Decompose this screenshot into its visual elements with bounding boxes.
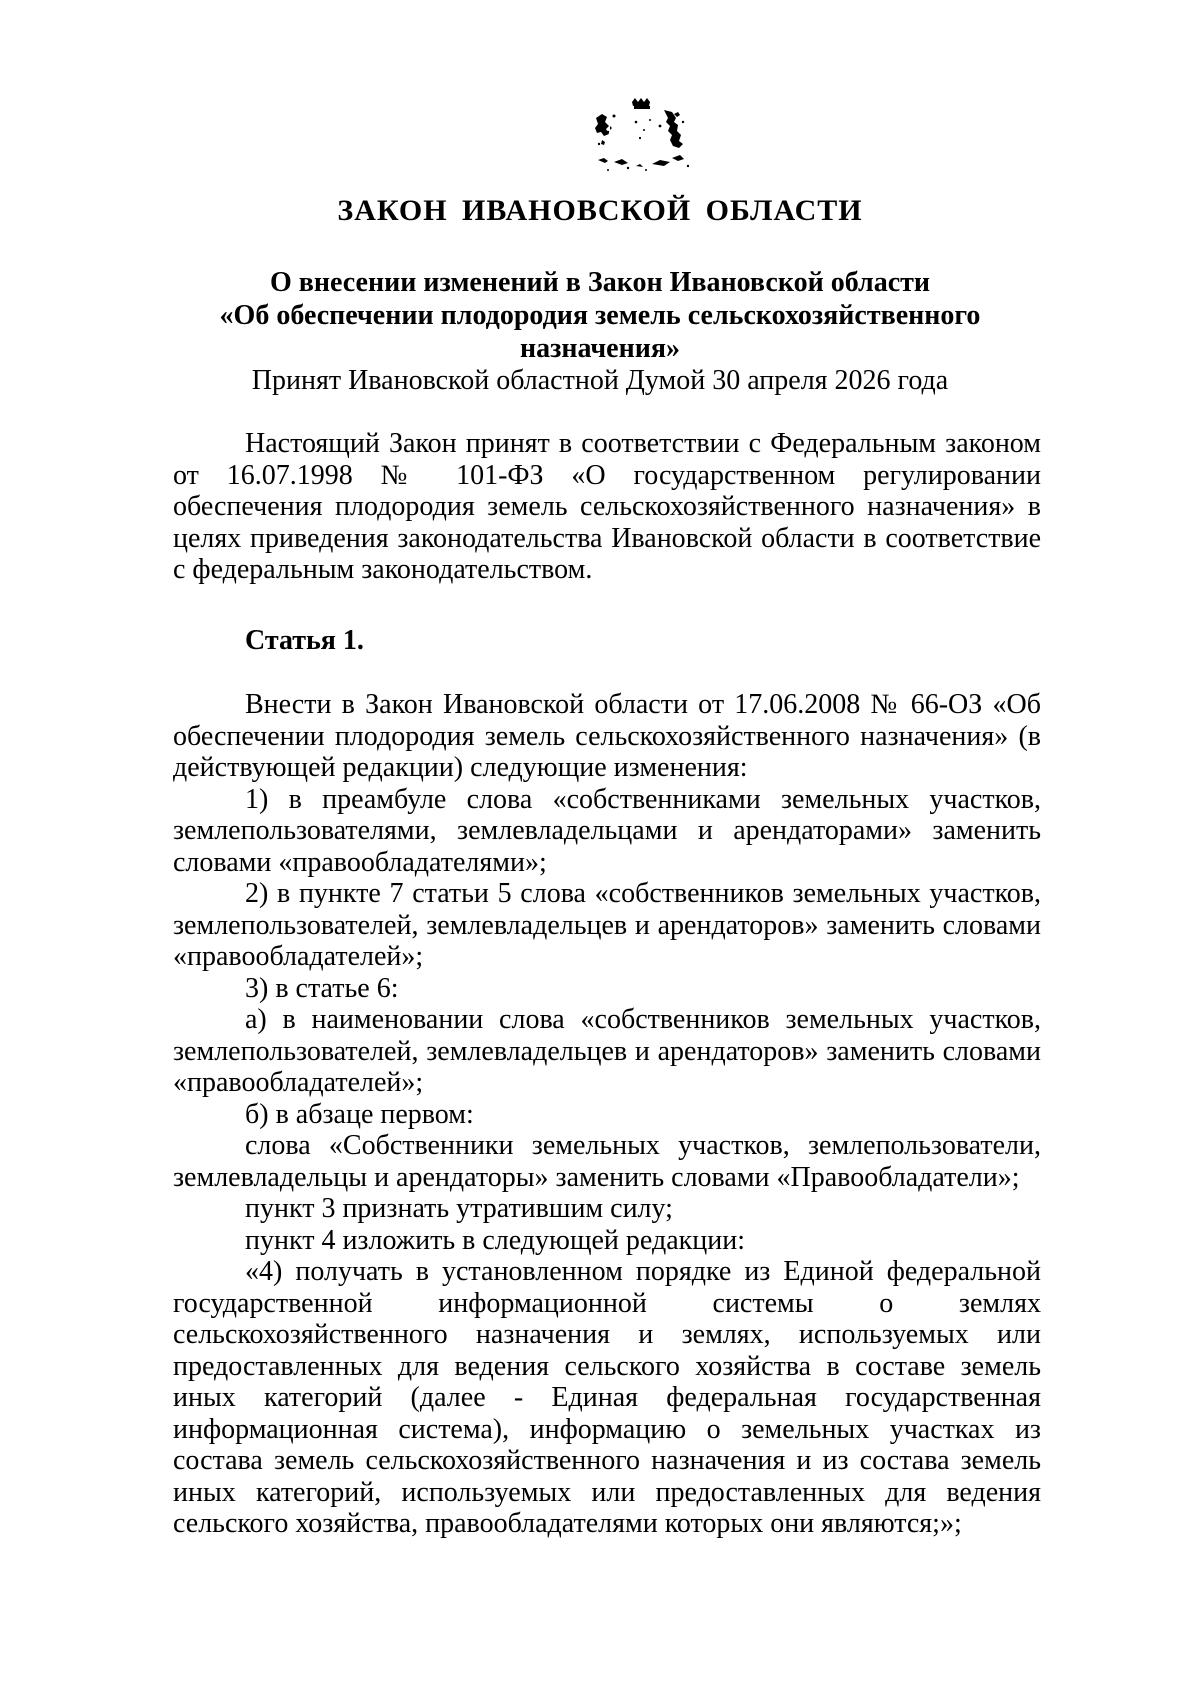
paragraph: 1) в преамбуле слова «собственниками земельных участков, землепользователями, землевладельцами и арендаторами» заменить словами «правообладателями»; <box>173 783 1041 878</box>
paragraph: пункт 3 признать утратившим силу; <box>245 1193 673 1224</box>
subtitle-line: О внесении изменений в Закон Ивановской области <box>269 267 931 298</box>
article-heading: Статья 1. <box>245 625 364 656</box>
law-title: ЗАКОН ИВАНОВСКОЙ ОБЛАСТИ <box>337 194 863 227</box>
paragraph: 2) в пункте 7 статьи 5 слова «собственников земельных участков, землепользователей, землевладельцев и арендаторов» заменить словами «правообладателей»; <box>173 878 1041 972</box>
paragraph: пункт 4 изложить в следующей редакции: <box>245 1224 745 1256</box>
coat-of-arms-emblem <box>588 96 700 180</box>
preamble-paragraph: Настоящий Закон принят в соответствии с Федеральным законом от 16.07.1998 № 101-ФЗ «О государственном регулировании обеспечения плодородия земель сельскохозяйственного назначения» в целях приведения законодательства Ивановской области в соответствие с федеральным законодательством. <box>173 428 1041 585</box>
preamble <box>173 428 1041 586</box>
law-subtitle <box>160 266 1040 365</box>
paragraph: «4) получать в установленном порядке из Единой федеральной государственной информационной системы о землях сельскохозяйственного назначения и землях, используемых или предоставленных для ведения сельского хозяйства в составе земель иных категорий (далее - Единая федеральная государственная информационная система), информацию о земельных участках из состава земель сельскохозяйственного назначения и из состава земель иных категорий, используемых или предоставленных для ведения сельского хозяйства, правообладателями которых они являются;»; <box>173 1256 1041 1539</box>
paragraph: 3) в статье 6: <box>245 972 399 1004</box>
article-body <box>173 689 1041 1540</box>
subtitle-line: «Об обеспечении плодородия земель сельскохозяйственного назначения» <box>219 300 981 364</box>
paragraph: слова «Собственники земельных участков, землепользователи, землевладельцы и арендаторы» заменить словами «Правообладатели»; <box>173 1130 1041 1193</box>
adoption-date: Принят Ивановской областной Думой 30 апреля 2026 года <box>251 365 949 396</box>
paragraph: б) в абзаце первом: <box>245 1098 474 1130</box>
paragraph: Внести в Закон Ивановской области от 17.06.2008 № 66-ОЗ «Об обеспечении плодородия земель сельскохозяйственного назначения» (в действующей редакции) следующие изменения: <box>173 689 1041 783</box>
paragraph: а) в наименовании слова «собственников земельных участков, землепользователей, землевладельцев и арендаторов» заменить словами «правообладателей»; <box>173 1004 1041 1098</box>
